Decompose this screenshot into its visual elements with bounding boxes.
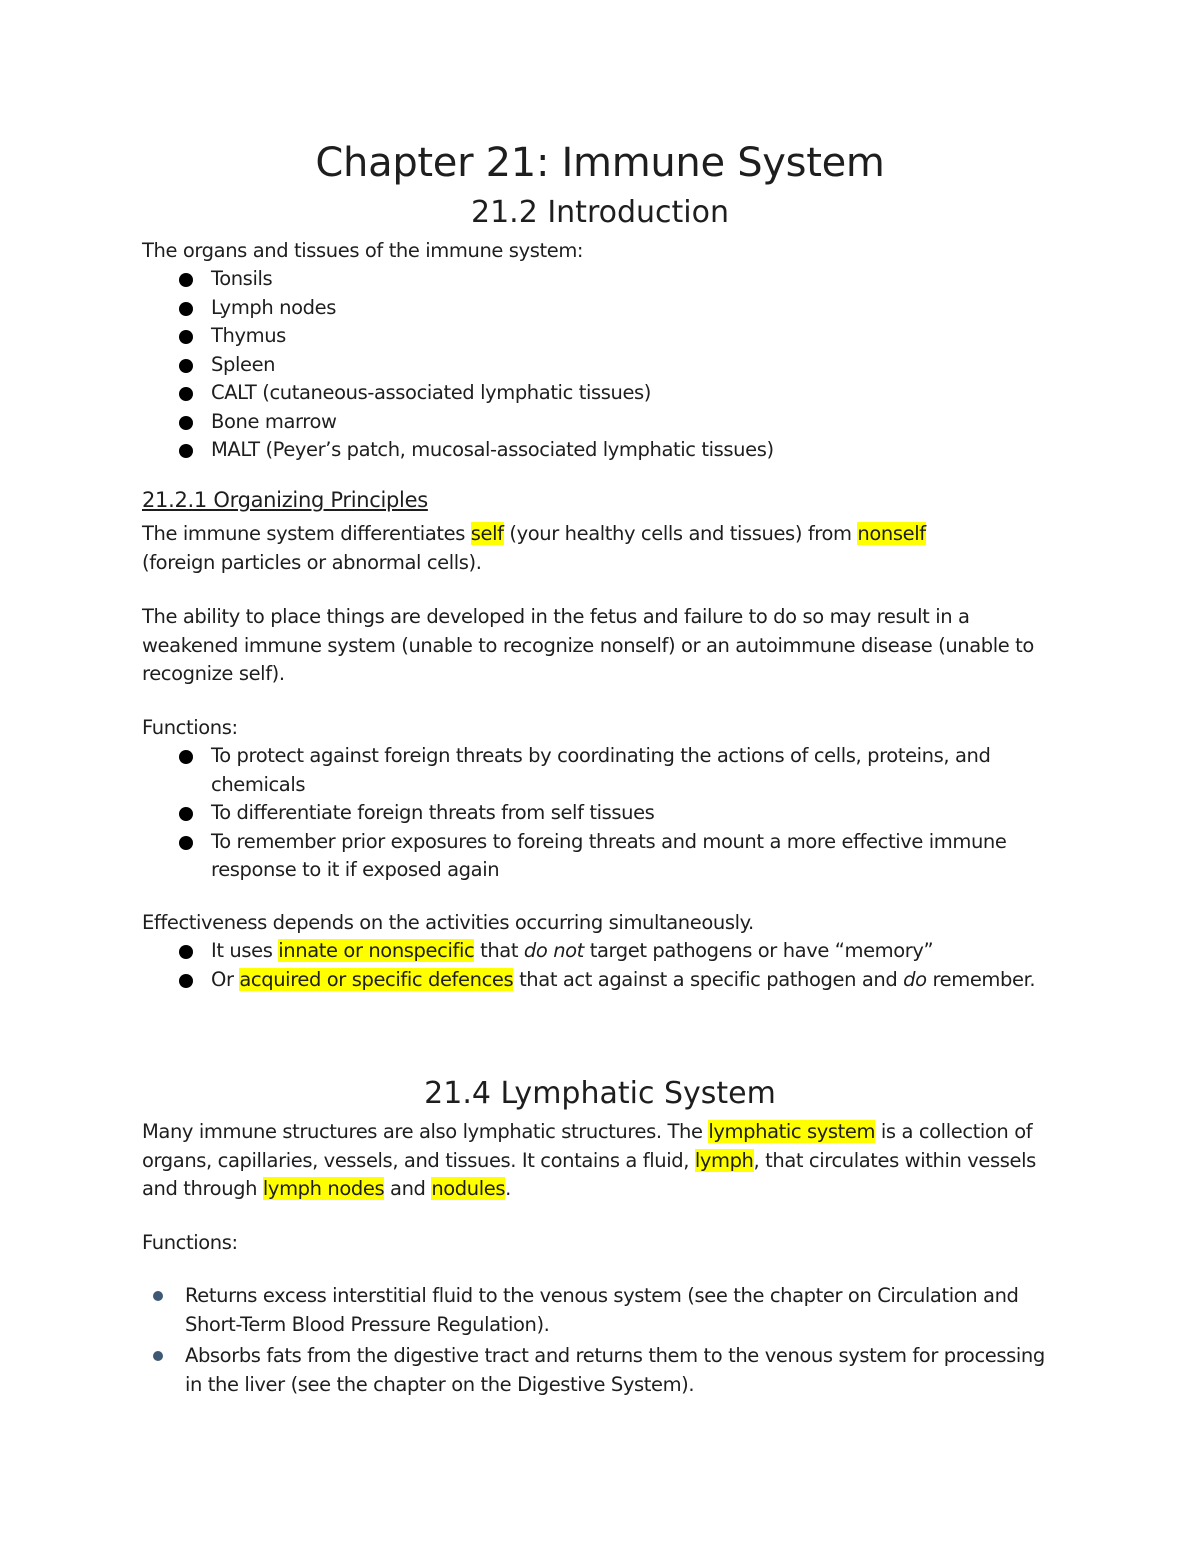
list-item: To protect against foreign threats by coordinating the actions of cells, proteins, and chemicals (142, 742, 1037, 799)
bullet-icon (179, 330, 193, 344)
highlight-lymphatic-system: lymphatic system (708, 1120, 876, 1143)
bullet-icon (179, 807, 193, 821)
bullet-icon (153, 1351, 163, 1361)
effectiveness-paragraph: Effectiveness depends on the activities occurring simultaneously. (142, 911, 754, 934)
highlight-nonself: nonself (857, 522, 926, 545)
self-nonself-paragraph: The immune system differentiates self (your healthy cells and tissues) from nonself (foreign particles or abnormal cells). (142, 522, 926, 574)
list-item: Lymph nodes (142, 294, 1042, 323)
bullet-icon (179, 836, 193, 850)
list-item: It uses innate or nonspecific that do not target pathogens or have “memory” (142, 937, 1037, 966)
bullet-icon (179, 273, 193, 287)
list-item: CALT (cutaneous-associated lymphatic tissues) (142, 379, 1042, 408)
development-paragraph: The ability to place things are developed in the fetus and failure to do so may result in a weakened immune system (unable to recognize nonself) or an autoimmune disease (unable to recognize self). (142, 605, 1034, 685)
section-heading-lymphatic-system: 21.4 Lymphatic System (424, 1076, 776, 1111)
bullet-icon (179, 444, 193, 458)
bullet-icon (179, 302, 193, 316)
list-item: Absorbs fats from the digestive tract and returns them to the venous system for processing in the liver (see the chapter on the Digestive System). (142, 1341, 1062, 1399)
list-item: To differentiate foreign threats from self tissues (142, 799, 1037, 828)
defences-list (142, 937, 1037, 994)
bullet-icon (179, 416, 193, 430)
list-item: Spleen (142, 351, 1042, 380)
lymph-functions-label: Functions: (142, 1231, 238, 1254)
highlight-self: self (470, 522, 504, 545)
organs-lead: The organs and tissues of the immune system: (142, 239, 584, 262)
bullet-icon (179, 974, 193, 988)
bullet-icon (179, 945, 193, 959)
highlight-nodules: nodules (431, 1177, 506, 1200)
functions-list (142, 742, 1037, 885)
lymphatic-paragraph: Many immune structures are also lymphatic structures. The lymphatic system is a collection of organs, capillaries, vessels, and tissues. It contains a fluid, lymph, that circulates within vessels and through lymph nodes and nodules. (142, 1120, 1036, 1200)
highlight-acquired: acquired or specific defences (239, 967, 514, 991)
list-item: Or acquired or specific defences that act against a specific pathogen and do remember. (142, 966, 1037, 995)
section-heading-organizing-principles: 21.2.1 Organizing Principles (142, 488, 428, 512)
highlight-lymph: lymph (694, 1148, 754, 1172)
list-item: Thymus (142, 322, 1042, 351)
lymph-functions-list (142, 1281, 1062, 1401)
organs-list (142, 265, 1042, 465)
section-heading-introduction: 21.2 Introduction (470, 195, 729, 230)
highlight-lymph-nodes: lymph nodes (262, 1177, 385, 1200)
bullet-icon (179, 750, 193, 764)
highlight-innate: innate or nonspecific (278, 939, 475, 962)
bullet-icon (179, 387, 193, 401)
list-item: To remember prior exposures to foreing threats and mount a more effective immune response to it if exposed again (142, 828, 1037, 885)
list-item: Returns excess interstitial fluid to the venous system (see the chapter on Circulation and Short-Term Blood Pressure Regulation). (142, 1281, 1062, 1339)
chapter-title: Chapter 21: Immune System (315, 140, 885, 186)
list-item: MALT (Peyer’s patch, mucosal-associated lymphatic tissues) (142, 436, 1042, 465)
bullet-icon (179, 359, 193, 373)
functions-label: Functions: (142, 716, 238, 739)
list-item: Bone marrow (142, 408, 1042, 437)
bullet-icon (153, 1291, 163, 1301)
list-item: Tonsils (142, 265, 1042, 294)
